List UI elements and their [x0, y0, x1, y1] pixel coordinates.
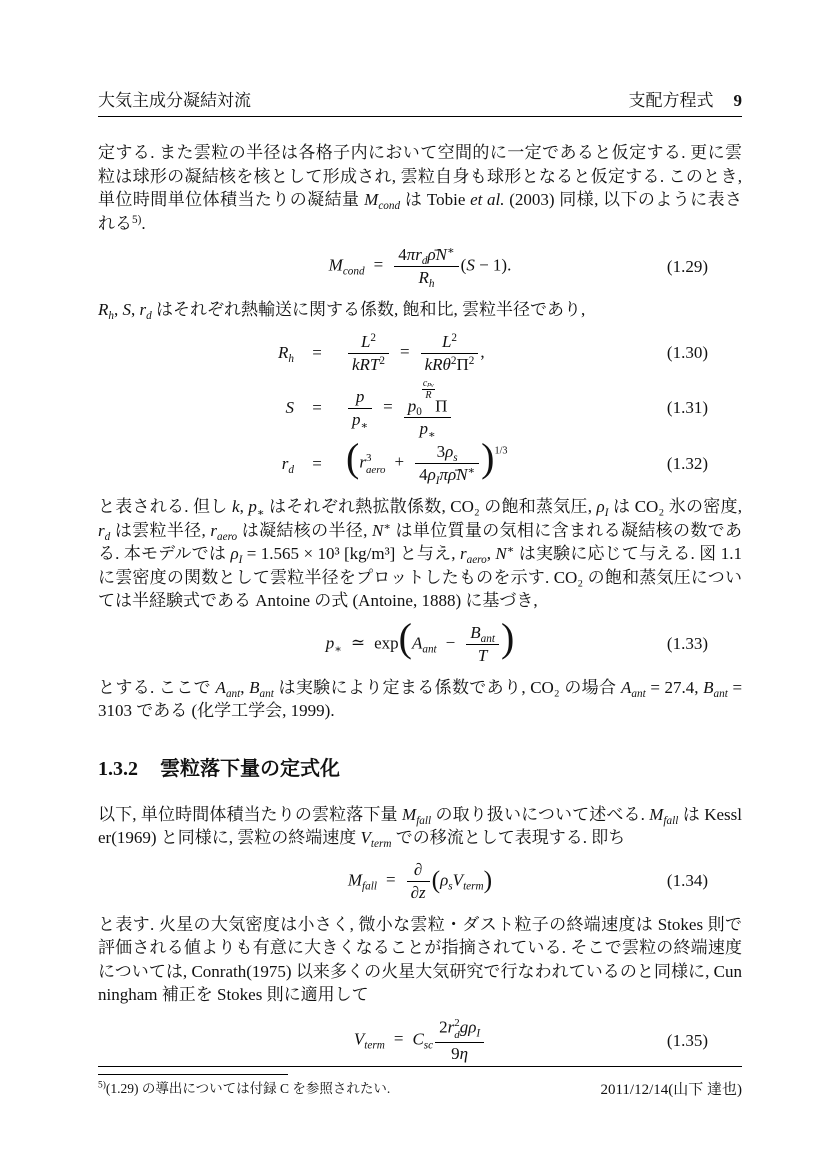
math-run: R: [425, 390, 432, 402]
math-run: ∗: [334, 643, 342, 655]
text-run: ∗: [256, 507, 265, 520]
math-run: − 1).: [474, 255, 512, 275]
math-run: η: [459, 1044, 469, 1064]
text-run: A: [620, 677, 632, 697]
math-run: Π: [435, 395, 448, 415]
text-run: N: [371, 520, 384, 540]
equation-1-31: [98, 378, 742, 439]
equation-number: (1.31): [666, 398, 708, 418]
equation-number: (1.35): [666, 1030, 708, 1050]
math-run: term: [364, 1039, 385, 1052]
math-run: =: [386, 870, 396, 890]
text-run: r: [139, 300, 147, 320]
text-run: S: [122, 300, 131, 320]
math-run: =: [373, 255, 384, 275]
fraction: [407, 860, 430, 903]
math-run: ∗: [427, 428, 436, 441]
paragraph-coefficients-intro: $R_h$, S, $r_d$ はそれぞれ熱輸送に関する係数, 飽和比, 雲粒半径であり,: [98, 300, 586, 323]
equation-lhs: [248, 454, 294, 474]
math-run: p: [407, 395, 417, 415]
math-run: p: [419, 418, 428, 438]
running-title: 大気主成分凝結対流: [98, 91, 251, 110]
text-run: aero: [466, 554, 487, 567]
math-run: exp: [374, 633, 399, 653]
text-run: term: [370, 838, 392, 851]
math-run: 4: [398, 245, 407, 264]
text-run: fall: [663, 814, 679, 827]
math-run: −: [445, 633, 456, 653]
math-run: 2: [450, 354, 457, 367]
text-run: M: [402, 804, 417, 824]
math-run: ≃: [350, 633, 366, 653]
math-run: 2: [439, 1017, 448, 1037]
section-number: 1.3.2: [98, 757, 138, 780]
text-run: I: [604, 507, 609, 520]
math-run: fall: [362, 880, 377, 893]
math-run: =: [393, 1029, 404, 1049]
math-run: A: [411, 633, 423, 653]
text-run: r: [98, 520, 105, 540]
math-run: term: [463, 880, 484, 893]
equation-1-33: [98, 615, 742, 666]
denominator: [415, 464, 479, 485]
text-run: M: [364, 190, 379, 209]
equation-rhs: (r 3 aero + $\frac{3\rho_s}{4\rho_I\pi\rhōN^∗}$ )$^{1/3}$: [346, 434, 508, 487]
text-run: cond: [378, 199, 401, 212]
text-run: M: [649, 804, 664, 824]
page-footer: [98, 1066, 742, 1099]
text-run: A: [215, 677, 226, 697]
math-run: 4: [419, 465, 428, 485]
equation-lhs: [248, 398, 294, 418]
numerator: [466, 623, 499, 645]
fraction: [466, 623, 499, 666]
numerator: [407, 860, 430, 882]
math-run: aero: [365, 463, 386, 476]
denominator: [407, 882, 430, 903]
fraction: [435, 1017, 484, 1064]
math-run: s: [453, 451, 458, 464]
math-run: +: [394, 452, 405, 472]
section-heading: [98, 757, 742, 781]
page-header: [98, 86, 742, 117]
math-run: (: [460, 255, 467, 275]
text-run: ant: [713, 687, 728, 700]
math-run: 2: [451, 331, 458, 344]
equation-number: (1.32): [666, 453, 708, 473]
math-run: N: [456, 465, 468, 485]
denominator: [394, 267, 458, 288]
math-run: ∗: [467, 464, 476, 477]
fraction: [404, 378, 452, 439]
equation-1-35-content: [354, 1017, 486, 1064]
math-run: cₚᵥ: [422, 377, 435, 389]
math-run: I: [435, 475, 440, 487]
math-run: S: [285, 398, 294, 418]
section-title: 雲粒落下量の定式化: [160, 757, 340, 780]
math-run: ∂: [413, 859, 423, 879]
equation-1-32: [98, 434, 742, 487]
paragraph-variable-definitions: と表される. 但し k, $p_∗$ はそれぞれ熱拡散係数, CO₂ の飽和蒸気圧, $\rho_I$ は CO₂ 氷の密度, $r_d$ は雲粒半径, $r_{aero}$ は凝結核の半径, N∗ は単位質量の気相に含まれる凝結核の数である. 本モデルでは $\rho_I = 1.565 \times 10^3$ [kg/m³] と与え, $r_{aero}$, N∗ は実験に応じて与える. 図 1.1 に雲密度の関数として雲粒半径をプロットしたものを示す. CO₂ の飽和蒸気圧については半経験式である Antoine の式 (Antoine, 1888) に基づき,: [98, 497, 743, 611]
math-run: M: [328, 255, 343, 275]
numerator: [435, 1017, 484, 1043]
denominator: [421, 354, 479, 375]
equation-number: (1.34): [666, 871, 708, 891]
math-run: M: [347, 870, 363, 890]
equation-rhs: [340, 332, 667, 375]
footnote-mark: 5): [98, 1080, 106, 1091]
text-run: et al.: [470, 190, 505, 209]
numerator: [415, 442, 479, 464]
math-run: 3: [436, 442, 446, 462]
math-run: h: [288, 353, 294, 366]
equation-1-34: [98, 860, 742, 903]
page-number: 9: [733, 91, 742, 110]
denominator: [348, 409, 372, 430]
text-run: N: [495, 544, 507, 564]
math-run: 9: [451, 1044, 460, 1064]
equals-sign: =: [312, 398, 322, 418]
text-run: I: [238, 554, 243, 567]
math-run: 2: [370, 331, 377, 344]
text-run: p: [248, 497, 257, 517]
numerator: [404, 378, 452, 418]
denominator: [435, 1043, 484, 1064]
math-run: 3: [365, 451, 372, 464]
fraction: [415, 442, 479, 485]
text-run: ant: [225, 687, 241, 700]
numerator: [394, 245, 458, 267]
denominator: [348, 354, 389, 375]
fraction: [422, 378, 435, 402]
text-run: B: [703, 677, 714, 697]
math-run: p: [352, 409, 361, 429]
section-running-head: 支配方程式: [628, 91, 714, 110]
equation-group: [98, 332, 742, 486]
text-run: ant: [631, 687, 646, 700]
math-run: N: [435, 245, 448, 264]
math-run: ρ: [445, 442, 454, 462]
math-run: p: [355, 386, 365, 406]
math-run: r: [447, 1017, 455, 1037]
text-run: ∗: [506, 543, 515, 556]
fraction: [348, 387, 372, 430]
text-run: r: [210, 520, 217, 540]
text-run: V: [360, 828, 371, 848]
math-run: 2: [468, 354, 475, 367]
math-run: π: [406, 245, 416, 264]
math-run: V: [452, 870, 464, 890]
math-run: ∂z: [410, 882, 426, 902]
footer-date: 2011/12/14(山下 達也): [600, 1082, 742, 1098]
math-run: L: [360, 331, 371, 351]
running-head-right: [629, 86, 743, 111]
numerator: [348, 332, 389, 354]
equation-1-33-content: $p_∗$ ≃ $\exp(A_{ant}$ − $\frac{B_{ant}}{T}$ ): [325, 615, 515, 665]
text-run: ∗: [383, 520, 391, 533]
math-run: kRT: [352, 354, 380, 374]
math-run: p: [325, 633, 335, 653]
math-run: d: [288, 463, 294, 476]
math-run: π: [439, 465, 449, 485]
text-run: d: [104, 530, 111, 543]
numerator: [421, 332, 479, 354]
paragraph-terminal-velocity: と表す. 火星の大気密度は小さく, 微小な雲粒・ダスト粒子の終端速度は Stokes 則で評価される値よりも有意に大きくなることが指摘されている. そこで雲粒の終端速度については, Conrath(1975) 以来多くの火星大気研究で行なわれているのと同様に, Cunningham 補正を Stokes 則に適用して: [98, 914, 742, 1005]
math-run: gρ: [459, 1017, 477, 1037]
text-run: 5): [132, 213, 142, 226]
text-run: ant: [259, 687, 274, 700]
equation-rhs: [340, 378, 667, 439]
math-run: L: [441, 331, 452, 351]
text-run: d: [146, 310, 152, 323]
equation-1-35: [98, 1017, 742, 1064]
math-run: h: [428, 277, 435, 290]
paragraph-condensation-assumptions: 定する. また雲粒の半径は各格子内において空間的に一定であると仮定する. 更に雲粒は球形の凝結核を核として形成され, 雲粒自身も球形となると仮定する. このとき, 単位時間単位体積当たりの凝結量 $M_{cond}$ は Tobie et al. (2003) 同様, 以下のように表される$^{5)}$.: [98, 143, 743, 233]
math-run: ant: [480, 632, 495, 645]
text-run: r: [459, 544, 467, 564]
footnote-body: (1.29) の導出については付録 C を参照されたい.: [105, 1081, 391, 1097]
fraction: [421, 332, 479, 375]
text-run: R: [98, 300, 109, 320]
math-run: 2: [454, 1016, 460, 1029]
math-run: ∗: [360, 419, 369, 432]
math-run: r: [415, 245, 422, 264]
math-run: =: [383, 397, 393, 417]
paragraph-fall-intro: 以下, 単位時間体積当たりの雲粒落下量 $M_{fall}$ の取り扱いについて述べる. $M_{fall}$ は Kessler(1969) と同様に, 雲粒の終端速度 $V_{term}$ での移流として表現する. 即ち: [98, 804, 743, 851]
equation-number: (1.33): [666, 634, 708, 654]
math-run: 2: [379, 354, 385, 367]
fraction: [394, 245, 458, 288]
equation-1-29: [98, 245, 742, 288]
math-run: ρ̄: [427, 245, 436, 264]
math-run: Π: [456, 354, 469, 374]
text-run: ρ: [596, 497, 605, 517]
text-run: aero: [217, 530, 238, 543]
math-run: ∗: [447, 244, 455, 257]
math-run: B: [470, 622, 481, 642]
math-run: r: [359, 452, 366, 472]
text-run: ρ: [230, 544, 239, 564]
math-run: =: [400, 342, 410, 362]
math-run: S: [466, 255, 475, 275]
math-run: I: [476, 1027, 481, 1040]
text-run: B: [249, 677, 260, 697]
text-run: h: [108, 310, 114, 323]
math-run: s: [448, 880, 453, 893]
numerator: [348, 387, 372, 409]
math-run: ρ̄: [448, 465, 457, 485]
equation-1-30: [98, 332, 742, 375]
math-run: sc: [423, 1039, 434, 1052]
math-run: T: [477, 645, 488, 665]
exponent-fraction: [422, 377, 435, 402]
equation-lhs: [248, 343, 294, 366]
math-run: V: [353, 1029, 365, 1049]
math-run: r: [281, 453, 289, 473]
text-run: k: [232, 497, 240, 517]
text-run: fall: [416, 814, 432, 827]
fraction: [348, 332, 389, 375]
math-run: d: [421, 254, 428, 267]
equation-1-34-content: $M_{fall}$ = $\frac{\partial}{\partial z}$ $(\rho_sV_{term})$: [347, 859, 493, 902]
sup-sub-stack: [366, 452, 386, 476]
math-run: cond: [342, 265, 365, 278]
math-run: ρ: [427, 465, 436, 485]
equation-number: (1.30): [666, 343, 708, 363]
equation-1-29-content: [329, 245, 512, 288]
paragraph-antoine-coefficients: とする. ここで $A_{ant}$, $B_{ant}$ は実験により定まる係数であり, CO₂ の場合 $A_{ant} = 27.4$, $B_{ant} = 3103$ である (化学工学会, 1999).: [98, 677, 743, 721]
equals-sign: =: [312, 453, 322, 473]
math-run: R: [418, 268, 429, 288]
math-run: R: [278, 343, 289, 363]
math-run: kRθ: [424, 354, 451, 374]
denominator: [404, 418, 452, 439]
denominator: [466, 645, 499, 666]
math-run: C: [412, 1029, 424, 1049]
math-run: 0: [416, 405, 422, 418]
math-run: ,: [480, 342, 485, 362]
math-run: ant: [422, 643, 437, 655]
math-run: ρ: [440, 870, 449, 890]
equation-number: (1.29): [666, 256, 708, 276]
exponent: 1/3: [494, 445, 508, 457]
equals-sign: =: [312, 343, 322, 363]
math-run: d: [454, 1028, 460, 1041]
